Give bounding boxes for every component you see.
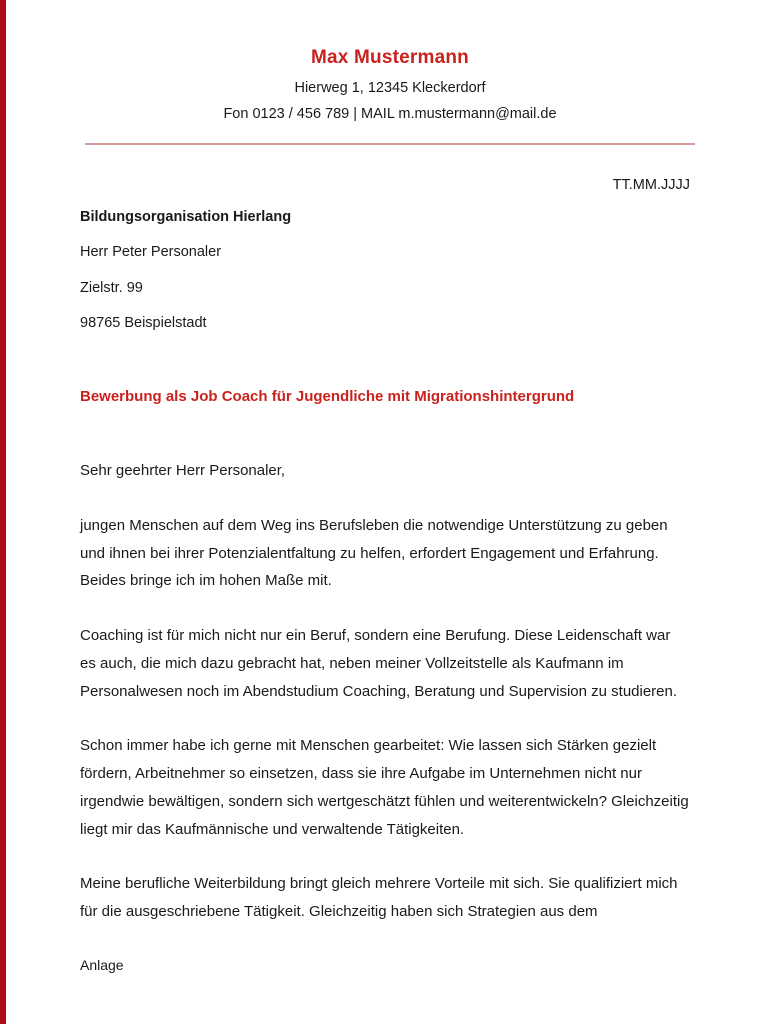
attachment-label: Anlage [80, 956, 124, 973]
body-paragraph-2: Coaching ist für mich nicht nur ein Beruf, sondern eine Berufung. Diese Leidenschaft war es auch, die mich dazu gebracht hat, neben meiner Vollzeitstelle als Kaufmann im Personalwesen noch im Abendstudium Coaching, Beratung und Supervision zu studieren. [80, 627, 678, 700]
sender-address: Hierweg 1, 12345 Kleckerdorf [294, 79, 486, 96]
recipient-person: Herr Peter Personaler [80, 244, 222, 261]
recipient-city: 98765 Beispielstadt [80, 315, 207, 332]
letter-date: TT.MM.JJJJ [612, 176, 690, 193]
sender-contact: Fon 0123 / 456 789 | MAIL m.mustermann@mail.de [223, 106, 557, 123]
recipient-organization: Bildungsorganisation Hierlang [80, 208, 292, 225]
sender-name: Max Mustermann [310, 47, 469, 68]
body-paragraph-3: Schon immer habe ich gerne mit Menschen gearbeitet: Wie lassen sich Stärken gezielt fördern, Arbeitnehmer so einsetzen, dass sie ihre Aufgabe im Unternehmen nicht nur irgendwie bewältigen, sondern sich wertgeschätzt fühlen und weiterentwickeln? Gleichzeitig liegt mir das Kaufmännische und verwaltende Tätigkeiten. [80, 737, 689, 838]
subject-line: Bewerbung als Job Coach für Jugendliche mit Migrationshintergrund [80, 387, 575, 405]
recipient-street: Zielstr. 99 [80, 279, 143, 296]
date-row [0, 176, 780, 194]
recipient-address-block [0, 210, 780, 331]
letter-body [0, 457, 780, 979]
header-divider [85, 143, 695, 145]
letterhead [0, 0, 780, 145]
body-paragraph-4: Meine berufliche Weiterbildung bringt gleich mehrere Vorteile mit sich. Sie qualifiziert mich für die ausgeschriebene Tätigkeit. Gleichzeitig haben sich Strategien aus dem [80, 875, 678, 921]
body-paragraph-1: jungen Menschen auf dem Weg ins Berufsleben die notwendige Unterstützung zu geben und ihnen bei ihrer Potenzialentfaltung zu helfen, erfordert Engagement und Erfahrung. Beides bringe ich im hohen Maße mit. [80, 516, 668, 590]
salutation: Sehr geehrter Herr Personaler, [80, 462, 286, 480]
